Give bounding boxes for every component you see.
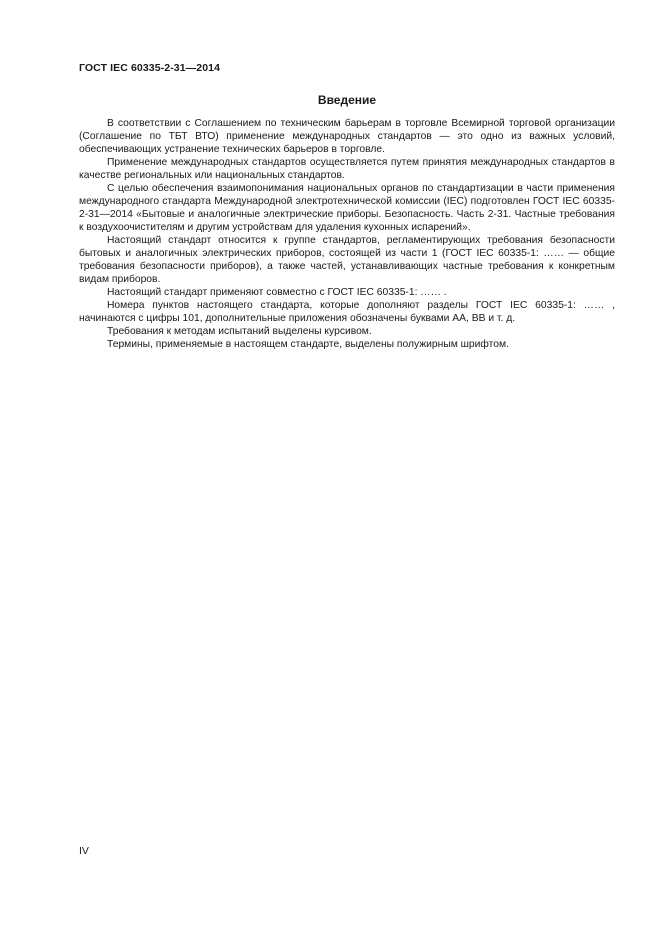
document-code-header: ГОСТ IEC 60335-2-31—2014 bbox=[79, 62, 221, 74]
paragraph-clause-numbering: Номера пунктов настоящего стандарта, которые дополняют разделы ГОСТ IEC 60335-1: …… , начинаются с цифры 101, дополнительные приложения обозначены буквами АА, ВВ и т. д. bbox=[79, 300, 615, 324]
paragraph-joint-use: Настоящий стандарт применяют совместно с ГОСТ IEC 60335-1: …… . bbox=[107, 287, 447, 298]
section-title: Введение bbox=[317, 93, 377, 107]
paragraph-test-methods: Требования к методам испытаний выделены курсивом. bbox=[107, 326, 372, 337]
introduction-body bbox=[79, 117, 615, 351]
page-number: IV bbox=[79, 845, 89, 857]
paragraph-tbt-agreement: В соответствии с Соглашением по техническим барьерам в торговле Всемирной торговой организации (Соглашение по ТБТ ВТО) применение международных стандартов — это одно из важных условий, обеспечивающих устранение технических барьеров в торговле. bbox=[79, 118, 615, 155]
paragraph-international-standards: Применение международных стандартов осуществляется путем принятия международных стандартов в качестве региональных или национальных стандартов. bbox=[79, 157, 615, 181]
paragraph-standards-group: Настоящий стандарт относится к группе стандартов, регламентирующих требования безопасности бытовых и аналогичных электрических приборов, состоящей из части 1 (ГОСТ IEC 60335-1: …… — общие требования безопасности приборов), а также частей, устанавливающих частные требования к конкретным видам приборов. bbox=[79, 235, 615, 285]
paragraph-purpose: С целью обеспечения взаимопонимания национальных органов по стандартизации в части применения международного стандарта Международной электротехнической комиссии (IEC) подготовлен ГОСТ IEC 60335-2-31—2014 «Бытовые и аналогичные электрические приборы. Безопасность. Часть 2-31. Частные требования к воздухоочистителям и другим устройствам для удаления кухонных испарений». bbox=[79, 183, 615, 233]
paragraph-terms: Термины, применяемые в настоящем стандарте, выделены полужирным шрифтом. bbox=[107, 339, 509, 350]
